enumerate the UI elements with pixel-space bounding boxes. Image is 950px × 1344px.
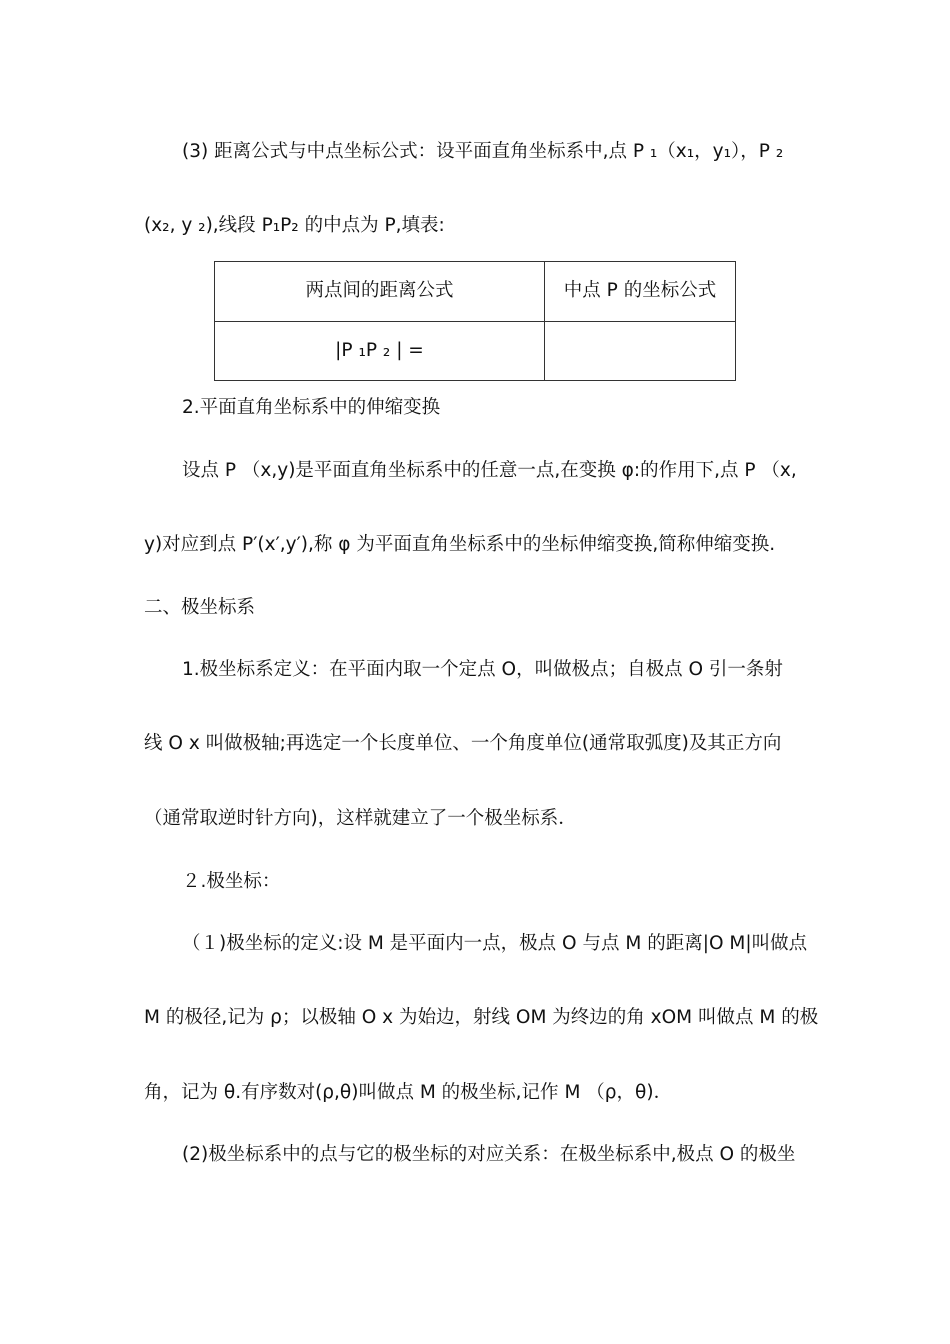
text-line: 2.平面直角坐标系中的伸缩变换: [182, 397, 441, 418]
text-line: （通常取逆时针方向)，这样就建立了一个极坐标系．: [144, 808, 577, 829]
text-line: 二、极坐标系: [144, 597, 256, 618]
text-line: 角，记为 θ.有序数对(ρ,θ)叫做点 M 的极坐标,记作 M （ρ，θ)．: [144, 1082, 673, 1103]
text-line: （１)极坐标的定义:设 M 是平面内一点，极点 O 与点 M 的距离|O M|叫做点: [182, 933, 808, 954]
text-line: 1.极坐标系定义：在平面内取一个定点 O，叫做极点；自极点 O 引一条射: [182, 659, 783, 680]
text-line: (3) 距离公式与中点坐标公式：设平面直角坐标系中,点 P ₁（x₁，y₁），P ₂: [182, 141, 784, 162]
text-line: 设点 P （x,y)是平面直角坐标系中的任意一点,在变换 φ:的作用下,点 P （x,: [182, 460, 797, 481]
table-header-midpoint: 中点 P 的坐标公式: [563, 280, 717, 301]
text-line: 线 O x 叫做极轴;再选定一个长度单位、一个角度单位(通常取弧度)及其正方向: [144, 733, 782, 754]
text-line: (x₂, y ₂),线段 P₁P₂ 的中点为 P,填表:: [144, 215, 445, 236]
text-line: ２.极坐标：: [182, 871, 281, 892]
table-header-distance: 两点间的距离公式: [305, 280, 454, 301]
text-line: y)对应到点 P′(x′,y′),称 φ 为平面直角坐标系中的坐标伸缩变换,简称伸缩变换.: [144, 534, 776, 555]
text-line: (2)极坐标系中的点与它的极坐标的对应关系：在极坐标系中,极点 O 的极坐: [182, 1144, 796, 1165]
formula-table: [214, 261, 736, 381]
table-row-divider: [215, 321, 735, 322]
table-cell-distance-formula: |P ₁P ₂ | =: [335, 340, 424, 361]
text-line: M 的极径,记为 ρ；以极轴 O x 为始边，射线 OM 为终边的角 xOM 叫做点 M 的极: [144, 1007, 819, 1028]
